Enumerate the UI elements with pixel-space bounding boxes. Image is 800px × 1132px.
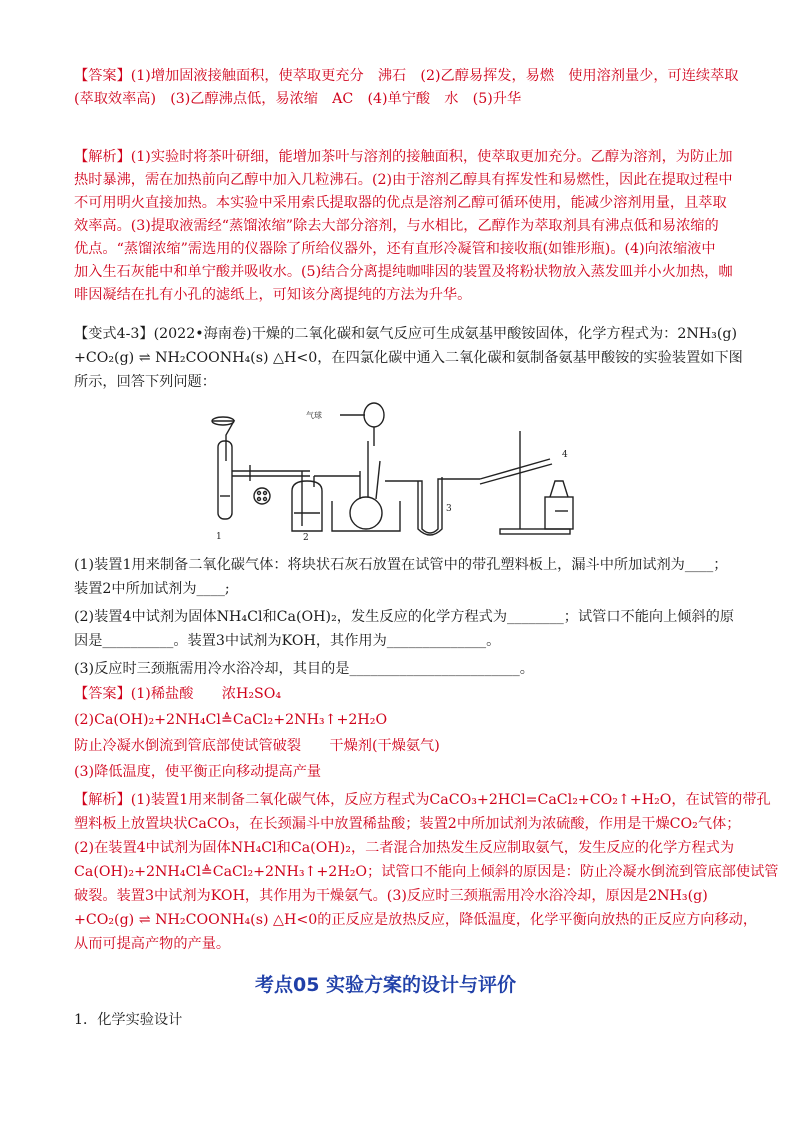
figure-label: 1 (216, 532, 222, 541)
analysis-line: 啡因凝结在扎有小孔的滤纸上，可知该分离提纯的方法为升华。 (74, 287, 472, 303)
question-line: 所示，回答下列问题： (74, 374, 216, 390)
answer2-line: 防止冷凝水倒流到管底部使试管破裂 干燥剂(干燥氨气) (74, 738, 440, 754)
analysis-line: 加入生石灰能中和单宁酸并吸收水。(5)结合分离提纯咖啡因的装置及将粉状物放入蒸发皿并小火加热，咖 (74, 264, 733, 280)
question-line: 【变式4-3】(2022•海南卷)干燥的二氧化碳和氨气反应可生成氨基甲酸铵固体，化学方程式为：2NH₃(g) (74, 326, 737, 342)
analysis-line: 不可用明火直接加热。本实验中采用索氏提取器的优点是溶剂乙醇可循环使用，能减少溶剂用量，且萃取 (74, 195, 727, 211)
subquestion-line: (1)装置1用来制备二氧化碳气体：将块状石灰石放置在试管中的带孔塑料板上，漏斗中所加试剂为____； (74, 557, 728, 573)
answer2-line: (3)降低温度，使平衡正向移动提高产量 (74, 764, 322, 780)
analysis-line: 【解析】(1)实验时将茶叶研细，能增加茶叶与溶剂的接触面积，使萃取更加充分。乙醇为溶剂，为防止加 (74, 149, 733, 165)
section1-title: 1．化学实验设计 (74, 1012, 183, 1028)
answer2-line: 【答案】(1)稀盐酸 浓H₂SO₄ (74, 686, 282, 702)
subquestion-line: (3)反应时三颈瓶需用冷水浴冷却，其目的是________________________。 (74, 661, 534, 677)
analysis-line: 优点。“蒸馏浓缩”需选用的仪器除了所给仪器外，还有直形冷凝管和接收瓶(如锥形瓶)。(4)向浓缩液中 (74, 241, 716, 257)
answer2-line: (2)Ca(OH)₂+2NH₄Cl≜CaCl₂+2NH₃↑+2H₂O (74, 712, 388, 728)
analysis2-line: (2)在装置4中试剂为固体NH₄Cl和Ca(OH)₂，二者混合加热发生反应制取氨气，发生反应的化学方程式为 (74, 840, 735, 856)
analysis-line: 效率高。(3)提取液需经“蒸馏浓缩”除去大部分溶剂，与水相比，乙醇作为萃取剂具有沸点低和易浓缩的 (74, 218, 719, 234)
question-line: +CO₂(g) ⇌ NH₂COONH₄(s) △H<0，在四氯化碳中通入二氧化碳和氨制备氨基甲酸铵的实验装置如下图 (74, 350, 743, 366)
subquestion-line: 装置2中所加试剂为____; (74, 581, 230, 597)
figure-label: 4 (562, 450, 568, 460)
analysis-line: 热时暴沸，需在加热前向乙醇中加入几粒沸石。(2)由于溶剂乙醇具有挥发性和易燃性，因此在提取过程中 (74, 172, 733, 188)
analysis2-line: 【解析】(1)装置1用来制备二氧化碳气体，反应方程式为CaCO₃+2HCl=CaCl₂+CO₂↑+H₂O，在试管的带孔 (74, 792, 771, 808)
figure-label: 3 (446, 504, 452, 514)
answer-line-2: (萃取效率高) (3)乙醇沸点低，易浓缩 AC (4)单宁酸 水 (5)升华 (74, 91, 522, 107)
analysis2-line: Ca(OH)₂+2NH₄Cl≜CaCl₂+2NH₃↑+2H₂O；试管口不能向上倾斜的原因是：防止冷凝水倒流到管底部使试管 (74, 864, 779, 880)
figure-label: 2 (303, 533, 309, 541)
analysis2-line: +CO₂(g) ⇌ NH₂COONH₄(s) △H<0的正反应是放热反应，降低温度，化学平衡向放热的正反应方向移动， (74, 912, 758, 928)
analysis2-line: 破裂。装置3中试剂为KOH，其作用为干燥氨气。(3)反应时三颈瓶需用冷水浴冷却，原因是2NH₃(g) (74, 888, 708, 904)
subquestion-line: (2)装置4中试剂为固体NH₄Cl和Ca(OH)₂，发生反应的化学方程式为________；试管口不能向上倾斜的原 (74, 609, 735, 625)
subquestion-line: 因是__________。装置3中试剂为KOH，其作用为______________。 (74, 633, 501, 649)
section-heading: 考点05 实验方案的设计与评价 (255, 974, 517, 996)
analysis2-line: 塑料板上放置块状CaCO₃，在长颈漏斗中放置稀盐酸；装置2中所加试剂为浓硫酸，作用是干燥CO₂气体； (74, 816, 741, 832)
figure-gas-label: 气球 (306, 411, 322, 420)
analysis2-line: 从而可提高产物的产量。 (74, 936, 231, 952)
answer-line-1: 【答案】(1)增加固液接触面积，使萃取更充分 沸石 (2)乙醇易挥发，易燃 使用溶剂量少，可连续萃取 (74, 68, 739, 84)
apparatus-figure (210, 401, 590, 541)
